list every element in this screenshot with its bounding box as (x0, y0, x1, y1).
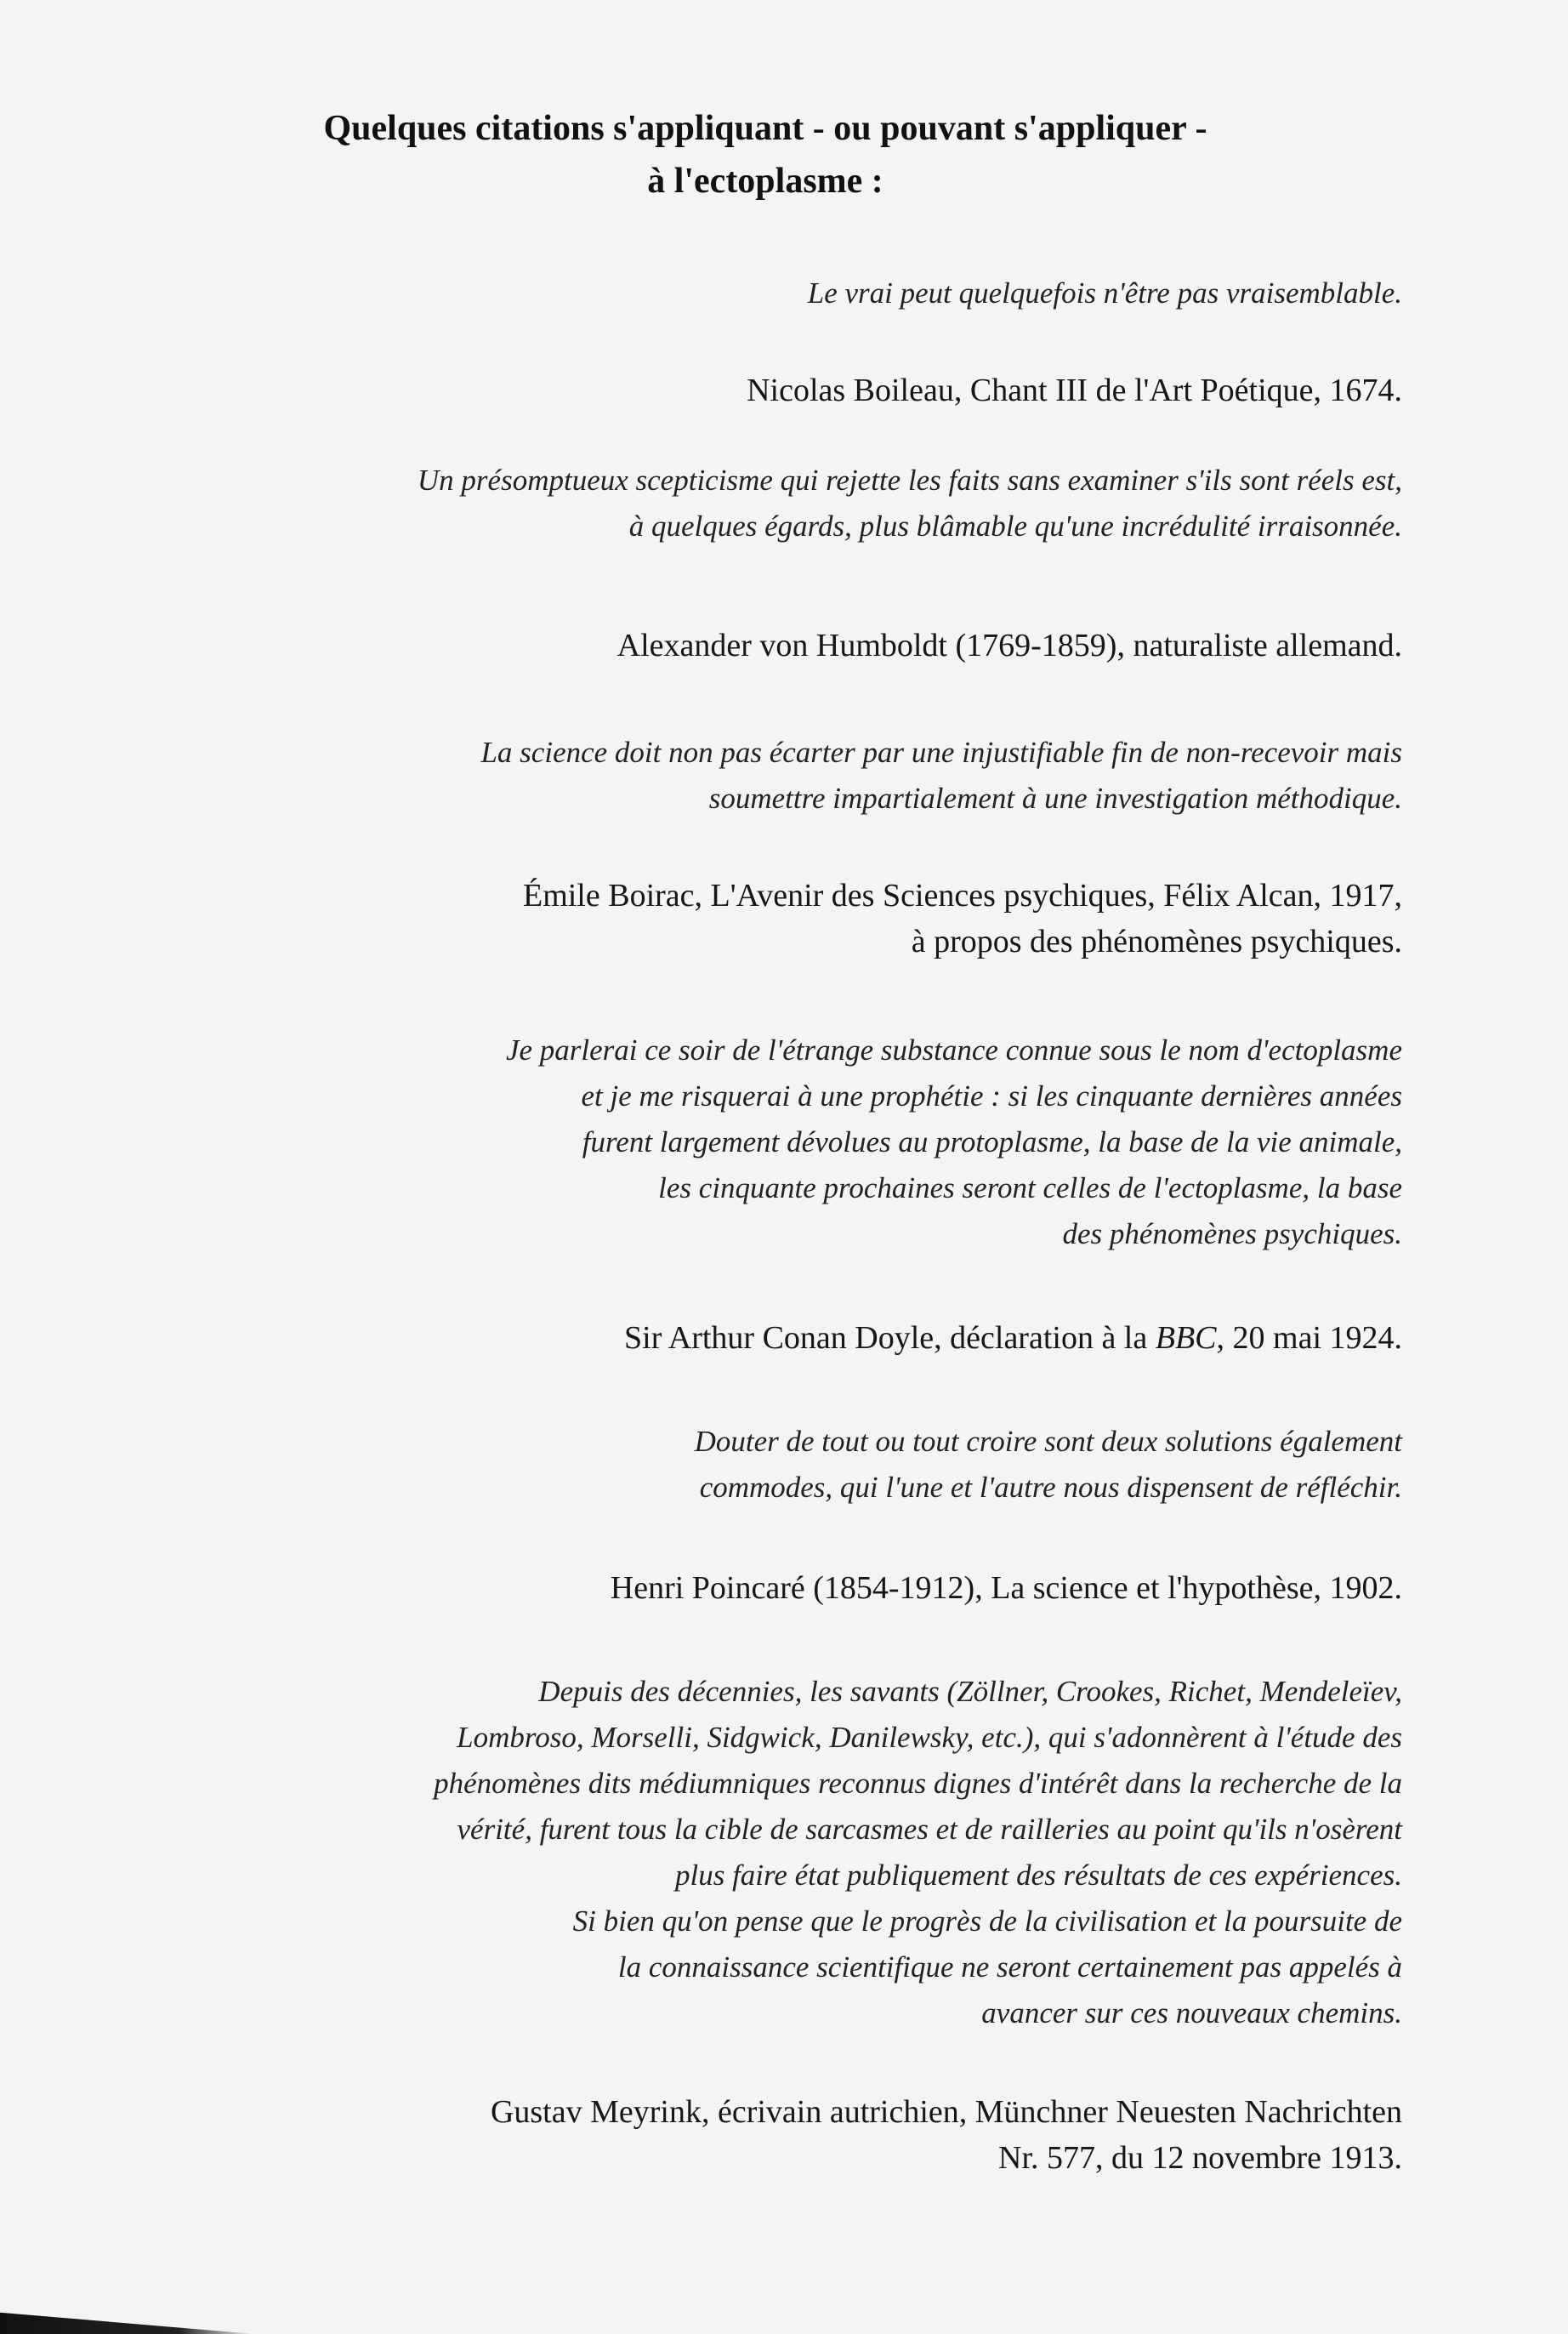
quote-line: Lombroso, Morselli, Sidgwick, Danilewsky, etc.), qui s'adonnèrent à l'étude des (457, 1721, 1402, 1754)
source-line: à propos des phénomènes psychiques. (911, 924, 1402, 959)
quote-line: vérité, furent tous la cible de sarcasmes et de railleries au point qu'ils n'osèrent (457, 1813, 1402, 1846)
quote-line: phénomènes dits médiumniques reconnus dignes d'intérêt dans la recherche de la (434, 1767, 1402, 1800)
quote-poincare (695, 1419, 1402, 1511)
quote-line: les cinquante prochaines seront celles de l'ectoplasme, la base (658, 1171, 1402, 1204)
source-text-after: , 20 mai 1924. (1216, 1320, 1402, 1356)
title-line-2: à l'ectoplasme : (647, 162, 883, 201)
quote-boileau (808, 270, 1402, 316)
quote-conan-doyle (506, 1028, 1402, 1257)
source-line: Nicolas Boileau, Chant III de l'Art Poétique, 1674. (747, 373, 1402, 408)
source-line: Alexander von Humboldt (1769-1859), naturaliste allemand. (616, 628, 1402, 663)
quote-line: Si bien qu'on pense que le progrès de la civilisation et la poursuite de (572, 1904, 1402, 1938)
quote-line: commodes, qui l'une et l'autre nous dispensent de réfléchir. (699, 1471, 1402, 1504)
quote-line: Douter de tout ou tout croire sont deux solutions également (694, 1425, 1402, 1458)
page-edge-shadow (0, 2303, 255, 2334)
quote-humboldt (418, 458, 1402, 549)
source-text-bbc: BBC (1155, 1320, 1217, 1356)
source-poincare (611, 1565, 1402, 1611)
quote-line: furent largement dévolues au protoplasme, la base de la vie animale, (582, 1125, 1402, 1158)
source-line: Gustav Meyrink, écrivain autrichien, Münchner Neuesten Nachrichten (490, 2094, 1402, 2130)
quote-line: des phénomènes psychiques. (1062, 1217, 1402, 1250)
quote-line: à quelques égards, plus blâmable qu'une incrédulité irraisonnée. (628, 509, 1402, 543)
source-line: Nr. 577, du 12 novembre 1913. (998, 2140, 1402, 2176)
quote-line: Depuis des décennies, les savants (Zöllner, Crookes, Richet, Mendeleïev, (538, 1675, 1402, 1708)
quote-line: soumettre impartialement à une investigation méthodique. (708, 782, 1402, 815)
source-meyrink (491, 2089, 1402, 2181)
quote-boirac (480, 730, 1402, 822)
quote-line: La science doit non pas écarter par une injustifiable fin de non-recevoir mais (480, 736, 1402, 769)
source-line: Émile Boirac, L'Avenir des Sciences psychiques, Félix Alcan, 1917, (522, 878, 1402, 914)
quote-meyrink (434, 1669, 1402, 2036)
quote-line: Je parlerai ce soir de l'étrange substance connue sous le nom d'ectoplasme (505, 1033, 1402, 1067)
page-title (170, 102, 1361, 208)
source-line (624, 1315, 1402, 1361)
quote-line: Un présomptueux scepticisme qui rejette les faits sans examiner s'ils sont réels est, (417, 464, 1402, 497)
quote-line: la connaissance scientifique ne seront certainement pas appelés à (617, 1950, 1402, 1984)
source-boirac (523, 873, 1402, 965)
quote-line: avancer sur ces nouveaux chemins. (981, 1996, 1402, 2029)
source-boileau (747, 367, 1402, 413)
source-text-before: Sir Arthur Conan Doyle, déclaration à la (624, 1320, 1156, 1356)
source-humboldt (617, 623, 1402, 669)
source-conan-doyle (624, 1315, 1402, 1361)
quote-line: plus faire état publiquement des résultats de ces expériences. (674, 1859, 1402, 1892)
quote-line: et je me risquerai à une prophétie : si les cinquante dernières années (581, 1079, 1402, 1113)
source-line: Henri Poincaré (1854-1912), La science et l'hypothèse, 1902. (610, 1570, 1402, 1606)
quote-line: Le vrai peut quelquefois n'être pas vraisemblable. (807, 276, 1402, 310)
title-line-1: Quelques citations s'appliquant - ou pouvant s'appliquer - (323, 109, 1207, 148)
